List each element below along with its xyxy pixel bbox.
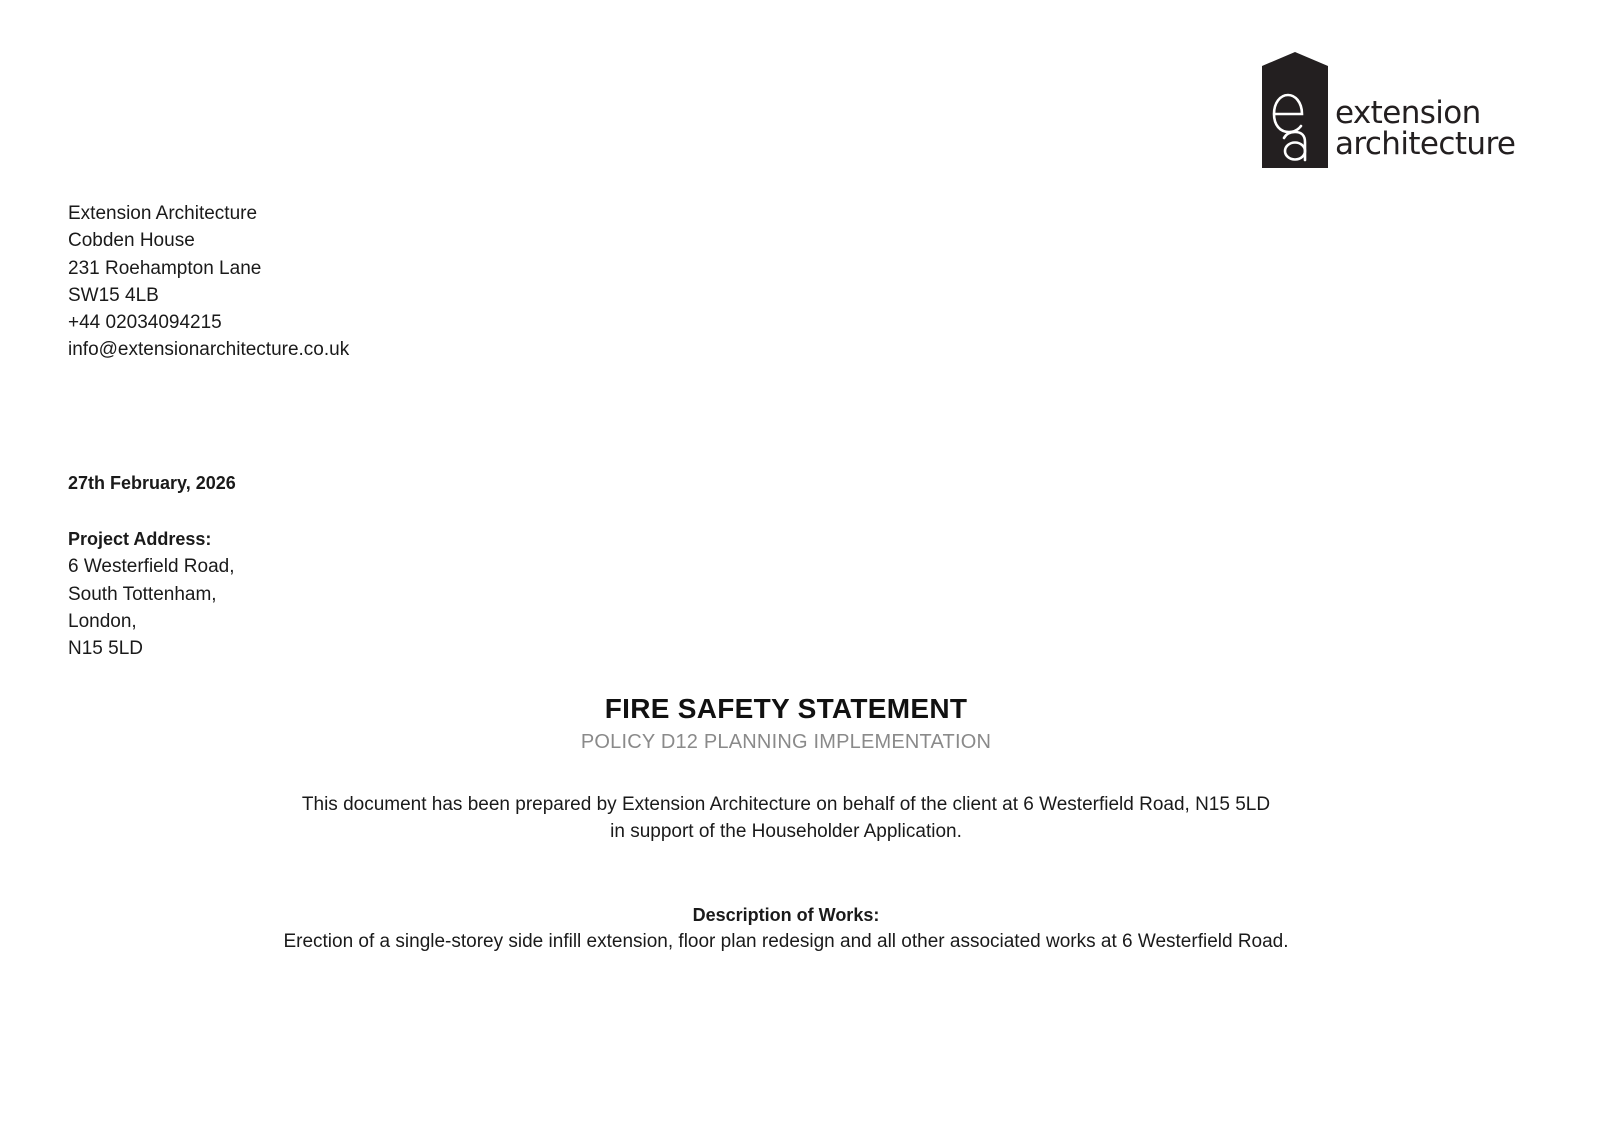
project-address-line: 6 Westerfield Road, (68, 556, 235, 578)
project-address-block (68, 526, 235, 662)
intro-line: in support of the Householder Application. (610, 820, 962, 842)
sender-address-block (68, 200, 349, 364)
ea-house-logo-icon (1262, 52, 1328, 168)
document-title: FIRE SAFETY STATEMENT (604, 693, 968, 724)
description-of-works (0, 902, 1572, 955)
sender-building: Cobden House (68, 230, 195, 252)
document-date: 27th February, 2026 (68, 473, 236, 493)
project-address-line: London, (68, 610, 137, 632)
intro-line: This document has been prepared by Extension Architecture on behalf of the client at 6 Westerfield Road, N15 5LD (301, 794, 1271, 815)
intro-paragraph (0, 792, 1572, 845)
logo-wordmark-line2: architecture (1335, 126, 1516, 162)
sender-postcode: SW15 4LB (68, 284, 159, 306)
document-subtitle: POLICY D12 PLANNING IMPLEMENTATION (580, 731, 992, 753)
title-block (0, 692, 1572, 755)
sender-company: Extension Architecture (68, 203, 258, 224)
sender-street: 231 Roehampton Lane (68, 257, 262, 279)
project-address-line: South Tottenham, (68, 583, 217, 605)
sender-phone: +44 02034094215 (68, 312, 222, 334)
works-text: Erection of a single-storey side infill extension, floor plan redesign and all other associated works at 6 Westerfield Road. (283, 930, 1289, 952)
logo-wordmark (1335, 95, 1516, 162)
project-address-heading: Project Address: (68, 529, 212, 549)
works-heading: Description of Works: (692, 905, 880, 925)
logo-wordmark-line1: extension (1335, 95, 1481, 131)
project-address-line: N15 5LD (68, 638, 143, 660)
company-logo (1262, 52, 1516, 168)
sender-email: info@extensionarchitecture.co.uk (68, 339, 350, 361)
